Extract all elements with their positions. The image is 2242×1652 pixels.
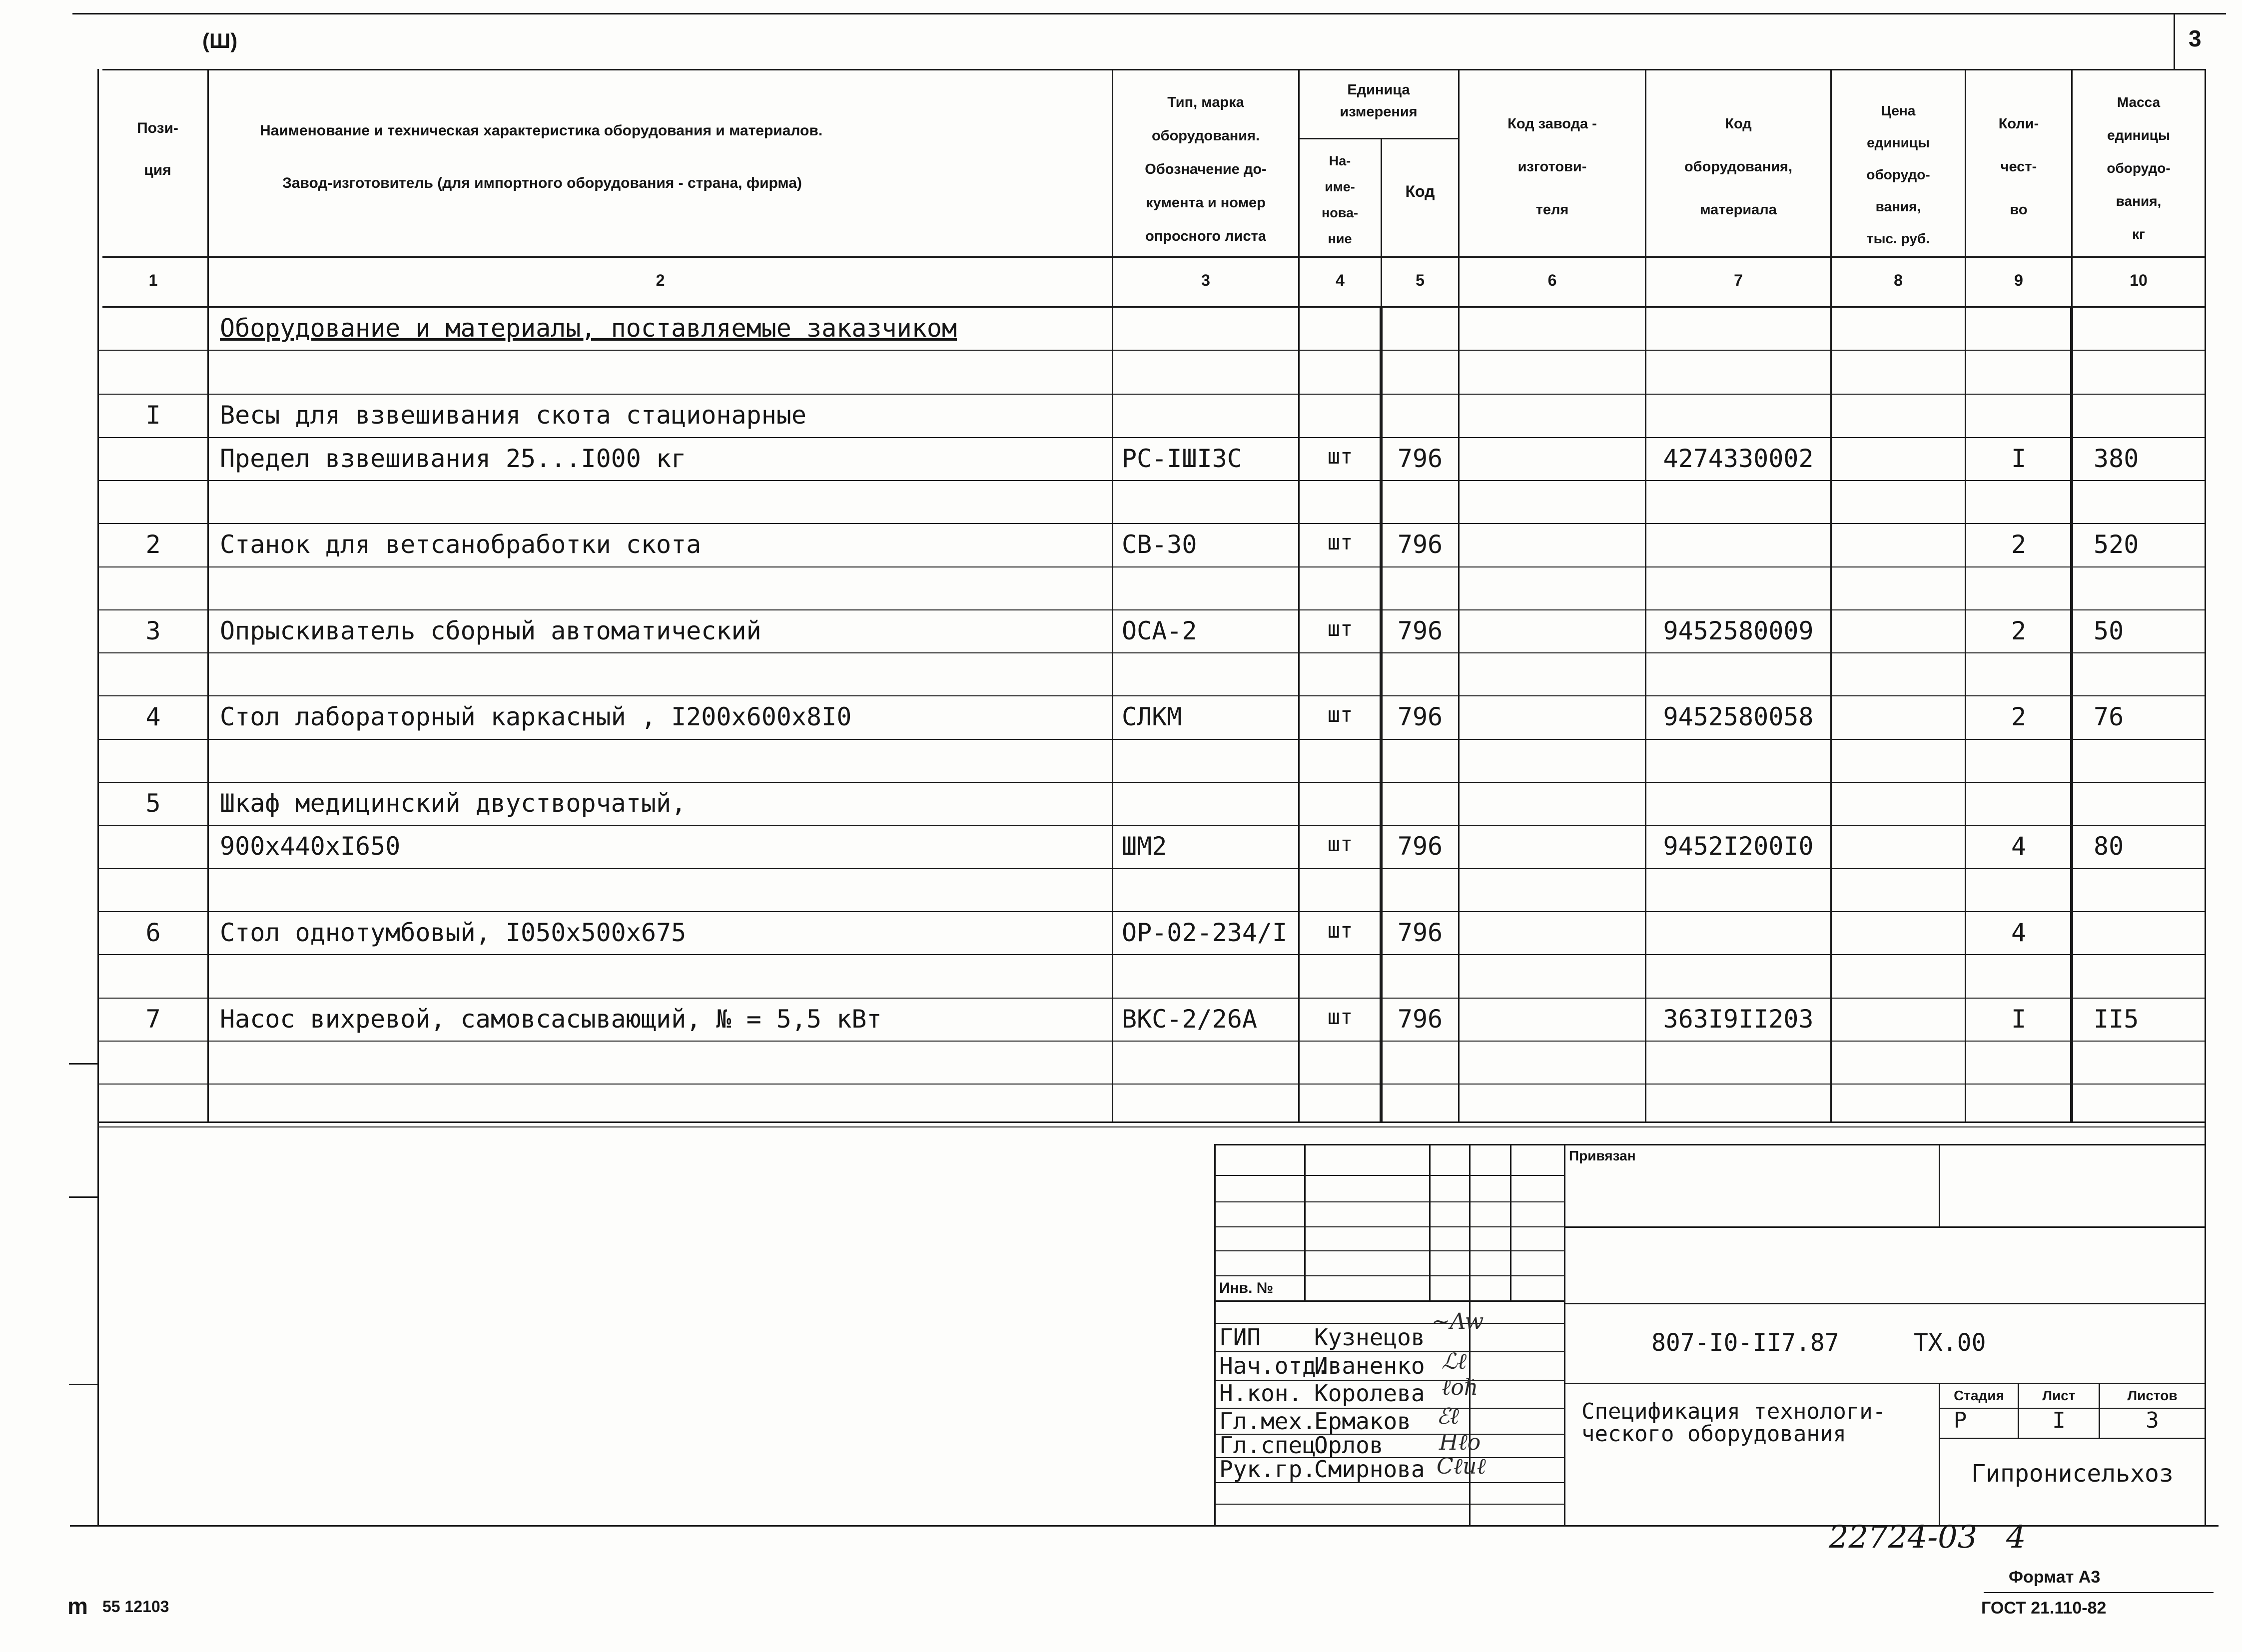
header-col10-line1: Масса	[2117, 94, 2161, 110]
table-cell-matcode: 4274330002	[1663, 444, 1814, 473]
header-col5: Код	[1405, 182, 1435, 200]
header-col10-line2: единицы	[2107, 127, 2170, 143]
signer-role: Гл.мех.	[1219, 1408, 1316, 1435]
header-col9-line1: Коли-	[1998, 116, 2039, 132]
header-col4-line1: На-	[1329, 153, 1351, 168]
column-number-bottom-line	[102, 306, 2206, 308]
table-cell-pos: 4	[145, 702, 161, 732]
table-cell-pos: 2	[145, 530, 161, 559]
stage-area-left	[1939, 1383, 1940, 1526]
sheets-value: 3	[2146, 1408, 2159, 1433]
header-col8-line1: Цена	[1881, 103, 1916, 118]
document-title-line1: Спецификация технологи-	[1581, 1399, 1886, 1424]
table-cell-type: ОСА-2	[1122, 616, 1197, 645]
row-line	[97, 695, 2206, 696]
row-line	[97, 394, 2206, 395]
header-col6-line3: теля	[1535, 202, 1569, 218]
table-cell-code: 796	[1397, 444, 1443, 473]
header-col9-line2: чест-	[2000, 159, 2037, 175]
table-cell-matcode: 9452580058	[1663, 702, 1814, 732]
row-line	[97, 1041, 2206, 1042]
header-col2-line2: Завод-изготовитель (для импортного оборудования - страна, фирма)	[282, 175, 802, 191]
row-line	[97, 652, 2206, 653]
table-cell-unit: шт	[1327, 832, 1353, 857]
table-cell-type: СВ-30	[1122, 530, 1197, 559]
table-cell-pos: 3	[145, 616, 161, 645]
signature-mark: ℰℓ	[1437, 1404, 1459, 1429]
header-col1	[109, 107, 206, 191]
table-cell-qty: 2	[2011, 616, 2027, 645]
table-cell-name: 900x440xI650	[220, 832, 401, 861]
inventory-suffix: 4	[2006, 1519, 2026, 1555]
header-col4-line4: ние	[1328, 231, 1352, 246]
header-col8-line2: единицы	[1867, 135, 1930, 150]
row-line	[97, 782, 2206, 783]
header-col3-line4: кумента и номер	[1146, 195, 1266, 211]
top-border-line	[72, 13, 2226, 14]
bottom-left-mark: m	[67, 1593, 88, 1619]
document-suffix: ТХ.00	[1914, 1329, 1986, 1357]
section-title-row-line	[97, 350, 2206, 351]
title-block-main-divider	[1564, 1144, 1565, 1526]
row-line	[97, 825, 2206, 826]
header-col10	[2073, 86, 2205, 251]
table-cell-pos: 6	[145, 918, 161, 947]
privyazan-label: Привязан	[1569, 1148, 1636, 1163]
row-line	[97, 1126, 2206, 1127]
table-cell-mass: 80	[2094, 832, 2124, 861]
format-label: Формат А3	[2009, 1568, 2101, 1587]
table-cell-type: ВКС-2/26А	[1122, 1004, 1257, 1034]
table-cell-code: 796	[1397, 1004, 1443, 1034]
header-col6-line1: Код завода -	[1507, 116, 1597, 132]
header-col7-line3: материала	[1700, 202, 1777, 218]
header-col4	[1299, 148, 1381, 252]
table-cell-name: Стол однотумбовый, I050x500x675	[220, 918, 687, 947]
row-line	[97, 609, 2206, 610]
column-number: 3	[1201, 271, 1210, 289]
table-cell-pos: 5	[145, 789, 161, 818]
header-col8	[1832, 95, 1965, 255]
table-cell-code: 796	[1397, 530, 1443, 559]
header-col3	[1113, 86, 1298, 253]
column-number: 5	[1416, 271, 1425, 289]
signer-role: Рук.гр.	[1219, 1456, 1316, 1483]
row-line	[97, 739, 2206, 740]
table-cell-qty: 4	[2011, 918, 2027, 947]
table-cell-matcode: 9452580009	[1663, 616, 1814, 645]
header-col1-line2: ция	[144, 162, 171, 178]
document-title-line2: ческого оборудования	[1581, 1421, 1846, 1447]
header-col8-line5: тыс. руб.	[1866, 231, 1930, 246]
table-cell-type: СЛКМ	[1122, 702, 1182, 732]
header-col7	[1646, 102, 1830, 231]
row-line	[97, 566, 2206, 567]
inventory-number: 22724-03	[1829, 1519, 1978, 1555]
table-cell-qty: 2	[2011, 702, 2027, 732]
stamp-col-sep-4	[1510, 1144, 1511, 1300]
table-cell-unit: шт	[1327, 702, 1353, 727]
footer-line	[1984, 1592, 2214, 1593]
margin-tick	[69, 1196, 99, 1198]
sheet-right-border	[2205, 69, 2206, 1527]
header-col2-line1: Наименование и техническая характеристика оборудования и материалов.	[260, 122, 823, 139]
table-cell-mass: 520	[2094, 530, 2139, 559]
signer-name: Смирнова	[1314, 1456, 1425, 1483]
signer-role: ГИП	[1219, 1324, 1261, 1351]
signature-mark: Hℓo	[1439, 1430, 1481, 1455]
column-number: 9	[2014, 271, 2023, 289]
header-col10-line5: кг	[2132, 226, 2145, 242]
header-col3-line2: оборудования.	[1151, 128, 1260, 144]
code-row-bottom	[1564, 1383, 2206, 1384]
table-cell-matcode: 363I9II203	[1663, 1004, 1814, 1034]
table-cell-name: Насос вихревой, самовсасывающий, № = 5,5 кВт	[220, 1004, 882, 1034]
header-col4-line2: име-	[1325, 179, 1355, 194]
signer-name: Орлов	[1314, 1432, 1384, 1459]
stage-label: Стадия	[1954, 1388, 2004, 1403]
gost-label: ГОСТ 21.110-82	[1981, 1599, 2107, 1618]
signature-mark: ℓoℏ	[1442, 1375, 1479, 1400]
header-bottom-line	[102, 256, 2206, 258]
signature-mark: Cℓuℓ	[1437, 1454, 1486, 1479]
header-col4-line3: нова-	[1321, 205, 1359, 220]
table-cell-mass: II5	[2094, 1004, 2139, 1034]
header-col3-line1: Тип, марка	[1167, 94, 1244, 110]
signer-name: Кузнецов	[1314, 1324, 1425, 1351]
row-line	[97, 437, 2206, 438]
header-col6	[1460, 102, 1645, 231]
sheet-value: I	[2052, 1408, 2066, 1433]
stamp-row-line	[1214, 1226, 1564, 1227]
header-col3-line5: опросного листа	[1145, 228, 1266, 244]
table-cell-pos: 7	[145, 1004, 161, 1034]
header-col7-line2: оборудования,	[1684, 159, 1793, 175]
column-number: 1	[148, 271, 158, 289]
table-cell-unit: шт	[1327, 1004, 1353, 1029]
stamp-row-line	[1214, 1300, 1564, 1302]
table-cell-mass: 50	[2094, 616, 2124, 645]
signature-mark: ℒℓ	[1442, 1349, 1467, 1374]
organization-name: Гипронисельхоз	[1971, 1460, 2174, 1488]
header-unit-group-line2: измерения	[1340, 104, 1418, 120]
col-sep-1	[207, 69, 209, 1123]
table-cell-code: 796	[1397, 616, 1443, 645]
signature-mark: ~Aw	[1432, 1309, 1484, 1334]
table-cell-unit: шт	[1327, 616, 1353, 641]
code-row-top	[1564, 1303, 2206, 1304]
header-col10-line4: вания,	[2116, 193, 2162, 209]
table-cell-name: Стол лабораторный каркасный , I200x600x8I0	[220, 702, 852, 732]
table-top-line	[102, 69, 2206, 70]
table-cell-name: Опрыскиватель сборный автоматический	[220, 616, 761, 645]
row-line	[97, 998, 2206, 999]
signer-role: Н.кон.	[1219, 1380, 1303, 1407]
privyazan-bottom-line	[1564, 1226, 2206, 1228]
column-number: 7	[1734, 271, 1743, 289]
stamp-row-line	[1214, 1504, 1564, 1505]
page-number-box-left	[2174, 13, 2175, 70]
stamp-row-line	[1214, 1250, 1564, 1251]
table-cell-name: Шкаф медицинский двустворчатый,	[220, 789, 687, 818]
column-number: 2	[656, 271, 665, 289]
document-code: 807-I0-II7.87	[1651, 1329, 1839, 1357]
unit-group-divider	[1298, 138, 1459, 139]
signer-name: Королева	[1314, 1380, 1425, 1407]
row-line	[97, 1084, 2206, 1085]
table-cell-mass: 380	[2094, 444, 2139, 473]
header-col7-line1: Код	[1725, 116, 1752, 132]
sheets-label: Листов	[2127, 1388, 2178, 1403]
table-cell-name: Весы для взвешивания скота стационарные	[220, 401, 806, 430]
sheet-label: Лист	[2042, 1388, 2076, 1403]
header-col8-line4: вания,	[1875, 199, 1921, 214]
table-cell-code: 796	[1397, 832, 1443, 861]
table-cell-mass: 76	[2094, 702, 2124, 732]
header-col1-line1: Пози-	[137, 120, 178, 136]
row-line	[97, 480, 2206, 481]
stamp-row-line	[1214, 1275, 1564, 1276]
stamp-row-line	[1214, 1201, 1564, 1202]
signer-role: Нач.отд.	[1219, 1352, 1330, 1379]
stamp-col-sep-1	[1304, 1144, 1306, 1300]
table-cell-code: 796	[1397, 918, 1443, 947]
table-cell-qty: I	[2011, 1004, 2027, 1034]
stage-values-line	[1939, 1438, 2206, 1439]
stamp-col-sep-2	[1429, 1144, 1431, 1300]
row-line	[97, 868, 2206, 869]
header-col10-line3: оборудо-	[2107, 160, 2171, 176]
page-number: 3	[2189, 25, 2202, 51]
stamp-row-line	[1214, 1175, 1564, 1176]
stage-value: Р	[1953, 1408, 1967, 1433]
table-cell-unit: шт	[1327, 530, 1353, 555]
margin-tick	[69, 1063, 99, 1065]
column-number: 8	[1894, 271, 1903, 289]
inv-label: Инв. №	[1219, 1280, 1274, 1296]
column-number: 10	[2130, 271, 2148, 289]
table-cell-code: 796	[1397, 702, 1443, 732]
table-cell-qty: I	[2011, 444, 2027, 473]
signer-name: Ермаков	[1314, 1408, 1411, 1435]
table-cell-qty: 4	[2011, 832, 2027, 861]
signer-name: Иваненко	[1314, 1352, 1425, 1379]
header-col9	[1966, 102, 2071, 231]
table-cell-type: ОР-02-234/I	[1122, 918, 1288, 947]
table-cell-qty: 2	[2011, 530, 2027, 559]
title-block-top	[1214, 1144, 2206, 1145]
header-unit-group-line1: Единица	[1347, 82, 1410, 98]
margin-tick	[69, 1384, 99, 1385]
section-title: Оборудование и материалы, поставляемые заказчиком	[220, 314, 957, 343]
header-col6-line2: изготови-	[1517, 159, 1587, 175]
table-body-bottom-line	[97, 1121, 2206, 1123]
bottom-left-code: 55 12103	[102, 1598, 169, 1616]
column-number: 6	[1547, 271, 1557, 289]
corner-mark: (Ш)	[202, 29, 238, 52]
signer-role: Гл.спец.	[1219, 1432, 1330, 1459]
table-cell-pos: I	[145, 401, 161, 430]
table-cell-unit: шт	[1327, 444, 1353, 469]
row-line	[97, 523, 2206, 524]
header-col8-line3: оборудо-	[1866, 167, 1930, 182]
table-cell-type: РС-IШI3С	[1122, 444, 1242, 473]
header-col3-line3: Обозначение до-	[1145, 161, 1267, 177]
table-cell-type: ШМ2	[1122, 832, 1167, 861]
privyazan-right-box	[1939, 1144, 1940, 1226]
row-line	[97, 911, 2206, 912]
table-cell-name: Предел взвешивания 25...I000 кг	[220, 444, 687, 473]
column-number: 4	[1336, 271, 1345, 289]
table-cell-unit: шт	[1327, 918, 1353, 943]
table-cell-name: Станок для ветсанобработки скота	[220, 530, 702, 559]
header-unit-group	[1299, 79, 1458, 123]
header-col9-line3: во	[2010, 202, 2028, 218]
row-line	[97, 954, 2206, 955]
table-cell-matcode: 9452I200I0	[1663, 832, 1814, 861]
